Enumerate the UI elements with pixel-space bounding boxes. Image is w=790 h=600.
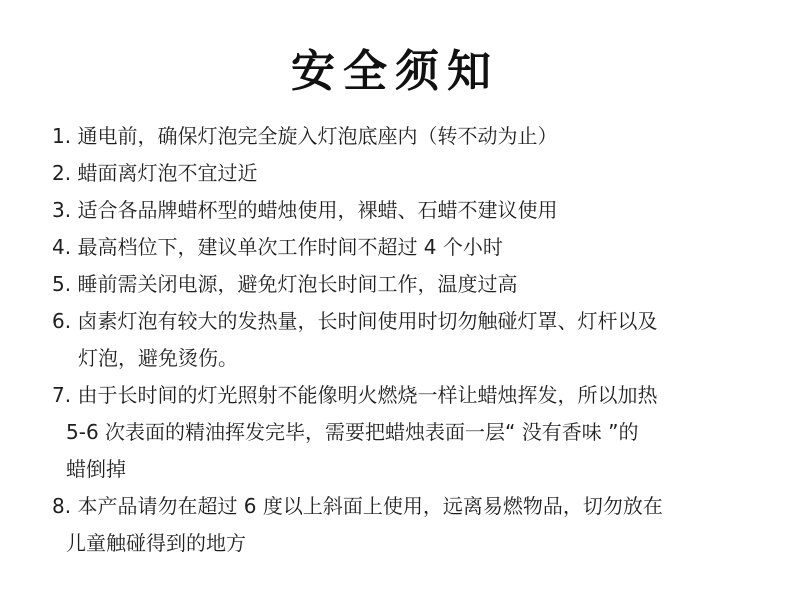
instruction-continuation: 儿童触碰得到的地方 <box>66 531 246 555</box>
list-item <box>52 266 762 303</box>
instruction-text: 1. 通电前，确保灯泡完全旋入灯泡底座内（转不动为止） <box>52 124 558 148</box>
safety-instructions-list <box>52 118 762 562</box>
list-item <box>52 118 762 155</box>
page-title: 安全须知 <box>291 46 499 97</box>
instruction-text: 7. 由于长时间的灯光照射不能像明火燃烧一样让蜡烛挥发，所以加热 <box>52 383 658 407</box>
instruction-text: 5. 睡前需关闭电源，避免灯泡长时间工作，温度过高 <box>52 272 518 296</box>
list-item <box>52 303 762 377</box>
list-item <box>52 377 762 488</box>
instruction-continuation: 蜡倒掉 <box>66 457 126 481</box>
list-item <box>52 155 762 192</box>
instruction-text: 3. 适合各品牌蜡杯型的蜡烛使用，裸蜡、石蜡不建议使用 <box>52 198 558 222</box>
instruction-text: 6. 卤素灯泡有较大的发热量，长时间使用时切勿触碰灯罩、灯杆以及 <box>52 309 658 333</box>
instruction-text: 8. 本产品请勿在超过 6 度以上斜面上使用，远离易燃物品，切勿放在 <box>52 494 663 518</box>
instruction-continuation: 灯泡，避免烫伤。 <box>78 346 238 370</box>
instruction-text: 4. 最高档位下，建议单次工作时间不超过 4 个小时 <box>52 235 503 259</box>
list-item <box>52 488 762 562</box>
list-item <box>52 192 762 229</box>
instruction-continuation: 5-6 次表面的精油挥发完毕，需要把蜡烛表面一层“ 没有香味 ”的 <box>66 420 639 444</box>
list-item <box>52 229 762 266</box>
instruction-text: 2. 蜡面离灯泡不宜过近 <box>52 161 258 185</box>
